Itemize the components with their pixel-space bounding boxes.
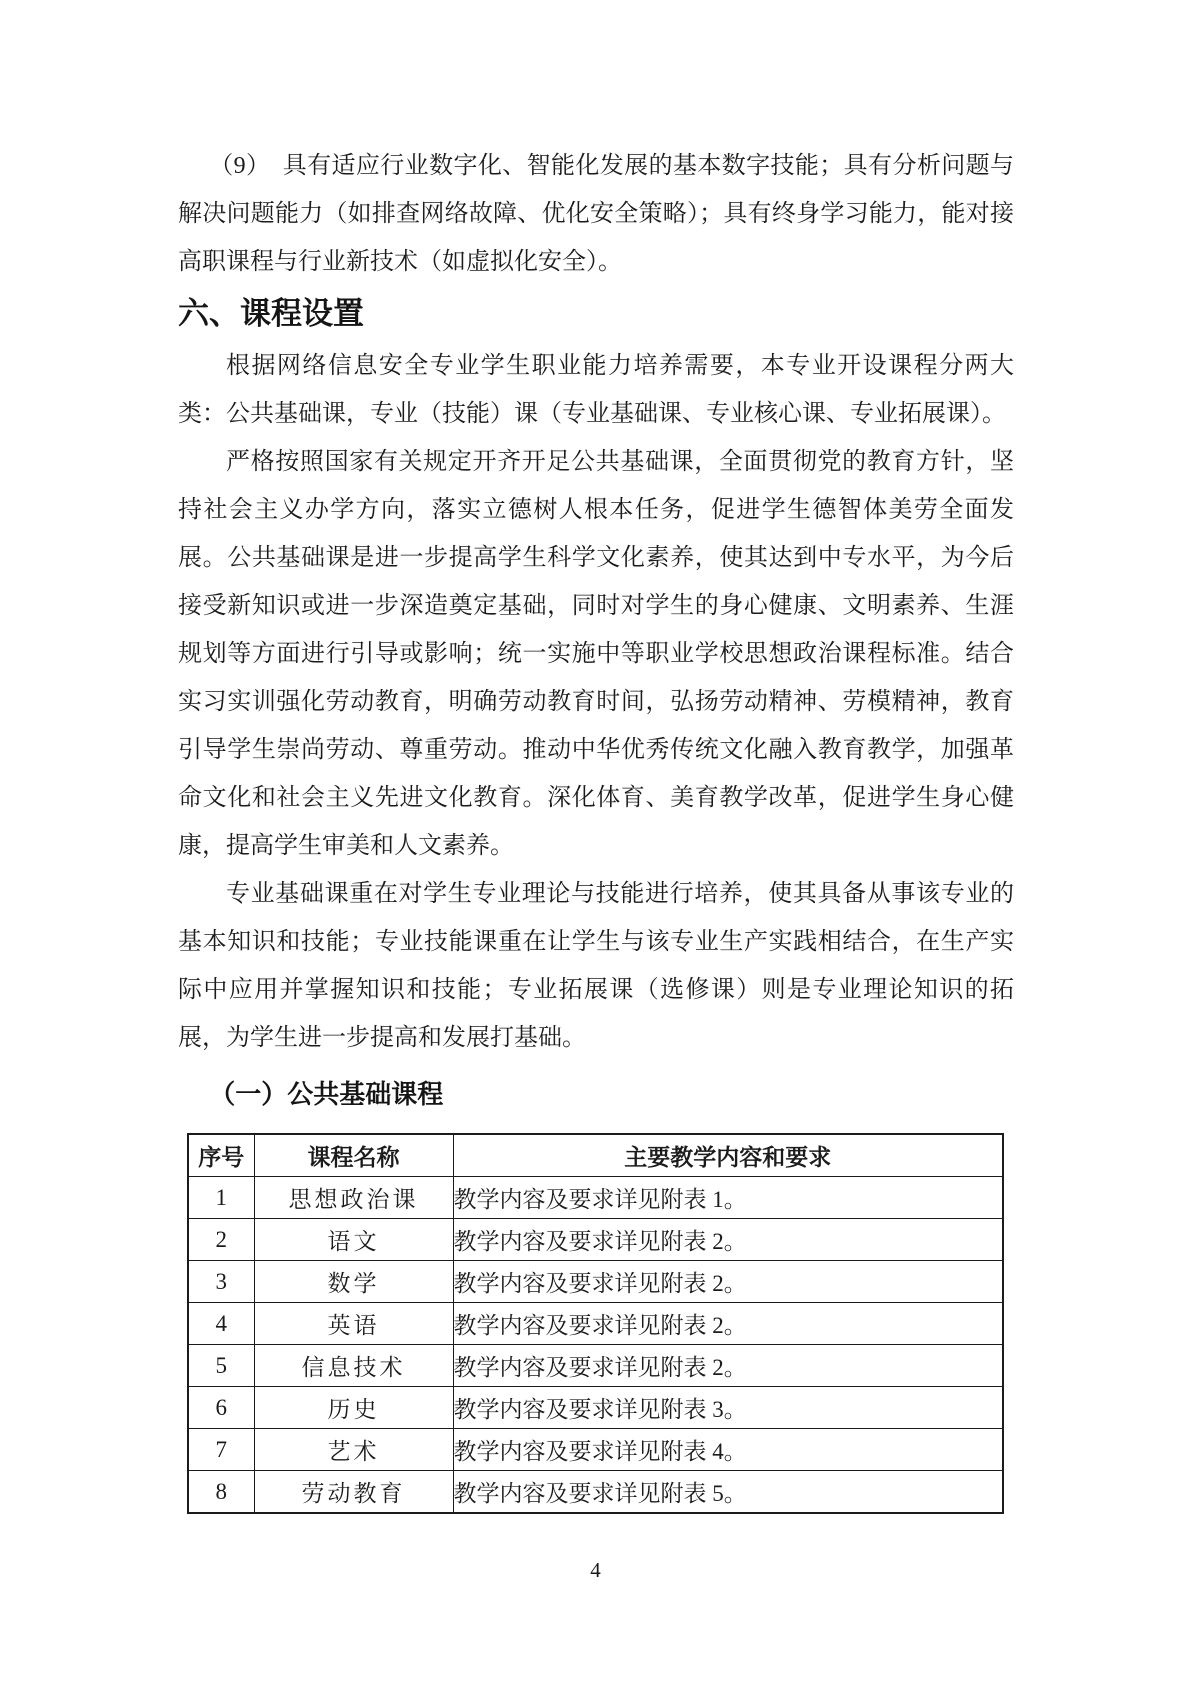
course-name: 历史 bbox=[254, 1387, 453, 1429]
course-serial-number: 8 bbox=[188, 1471, 254, 1514]
course-name: 英语 bbox=[254, 1303, 453, 1345]
course-row bbox=[188, 1219, 1003, 1261]
course-row bbox=[188, 1303, 1003, 1345]
course-serial-number: 5 bbox=[188, 1345, 254, 1387]
course-teaching-content: 教学内容及要求详见附表 2。 bbox=[453, 1345, 1003, 1387]
course-teaching-content: 教学内容及要求详见附表 2。 bbox=[453, 1261, 1003, 1303]
page-content bbox=[178, 142, 1014, 1514]
course-name: 艺术 bbox=[254, 1429, 453, 1471]
course-name: 语文 bbox=[254, 1219, 453, 1261]
header-teaching-content: 主要教学内容和要求 bbox=[453, 1134, 1003, 1177]
subsection-heading-public-basic: （一）公共基础课程 bbox=[209, 1079, 444, 1109]
public-basic-course-table bbox=[187, 1133, 1004, 1514]
course-name: 思想政治课 bbox=[254, 1177, 453, 1219]
course-name: 信息技术 bbox=[254, 1345, 453, 1387]
course-row bbox=[188, 1429, 1003, 1471]
course-row bbox=[188, 1387, 1003, 1429]
course-row bbox=[188, 1345, 1003, 1387]
header-course-name: 课程名称 bbox=[254, 1134, 453, 1177]
course-row bbox=[188, 1261, 1003, 1303]
course-teaching-content: 教学内容及要求详见附表 4。 bbox=[453, 1429, 1003, 1471]
header-serial-number: 序号 bbox=[188, 1134, 254, 1177]
course-serial-number: 1 bbox=[188, 1177, 254, 1219]
course-name: 数学 bbox=[254, 1261, 453, 1303]
page-number: 4 bbox=[590, 1558, 601, 1582]
course-serial-number: 4 bbox=[188, 1303, 254, 1345]
course-teaching-content: 教学内容及要求详见附表 5。 bbox=[453, 1471, 1003, 1514]
course-teaching-content: 教学内容及要求详见附表 2。 bbox=[453, 1219, 1003, 1261]
course-table-header-row bbox=[188, 1134, 1003, 1177]
course-serial-number: 3 bbox=[188, 1261, 254, 1303]
paragraph-public-basic-courses: 严格按照国家有关规定开齐开足公共基础课，全面贯彻党的教育方针，坚持社会主义办学方向，落实立德树人根本任务，促进学生德智体美劳全面发展。公共基础课是进一步提高学生科学文化素养，使其达到中专水平，为今后接受新知识或进一步深造奠定基础，同时对学生的身心健康、文明素养、生涯规划等方面进行引导或影响；统一实施中等职业学校思想政治课程标准。结合实习实训强化劳动教育，明确劳动教育时间，弘扬劳动精神、劳模精神，教育引导学生崇尚劳动、尊重劳动。推动中华优秀传统文化融入教育教学，加强革命文化和社会主义先进文化教育。深化体育、美育教学改革，促进学生身心健康，提高学生审美和人文素养。 bbox=[178, 449, 1014, 859]
course-serial-number: 6 bbox=[188, 1387, 254, 1429]
course-teaching-content: 教学内容及要求详见附表 3。 bbox=[453, 1387, 1003, 1429]
course-row bbox=[188, 1177, 1003, 1219]
course-serial-number: 7 bbox=[188, 1429, 254, 1471]
paragraph-item-9: （9） 具有适应行业数字化、智能化发展的基本数字技能；具有分析问题与解决问题能力（如排查网络故障、优化安全策略）；具有终身学习能力，能对接高职课程与行业新技术（如虚拟化安全）。 bbox=[178, 153, 1014, 275]
course-teaching-content: 教学内容及要求详见附表 2。 bbox=[453, 1303, 1003, 1345]
course-name: 劳动教育 bbox=[254, 1471, 453, 1514]
course-row bbox=[188, 1471, 1003, 1514]
course-serial-number: 2 bbox=[188, 1219, 254, 1261]
course-teaching-content: 教学内容及要求详见附表 1。 bbox=[453, 1177, 1003, 1219]
paragraph-course-categories: 根据网络信息安全专业学生职业能力培养需要，本专业开设课程分两大类：公共基础课，专业（技能）课（专业基础课、专业核心课、专业拓展课）。 bbox=[178, 353, 1014, 427]
paragraph-professional-courses: 专业基础课重在对学生专业理论与技能进行培养，使其具备从事该专业的基本知识和技能；专业技能课重在让学生与该专业生产实践相结合，在生产实际中应用并掌握知识和技能；专业拓展课（选修课）则是专业理论知识的拓展，为学生进一步提高和发展打基础。 bbox=[178, 881, 1014, 1051]
section-heading-course-setup: 六、课程设置 bbox=[178, 296, 364, 331]
